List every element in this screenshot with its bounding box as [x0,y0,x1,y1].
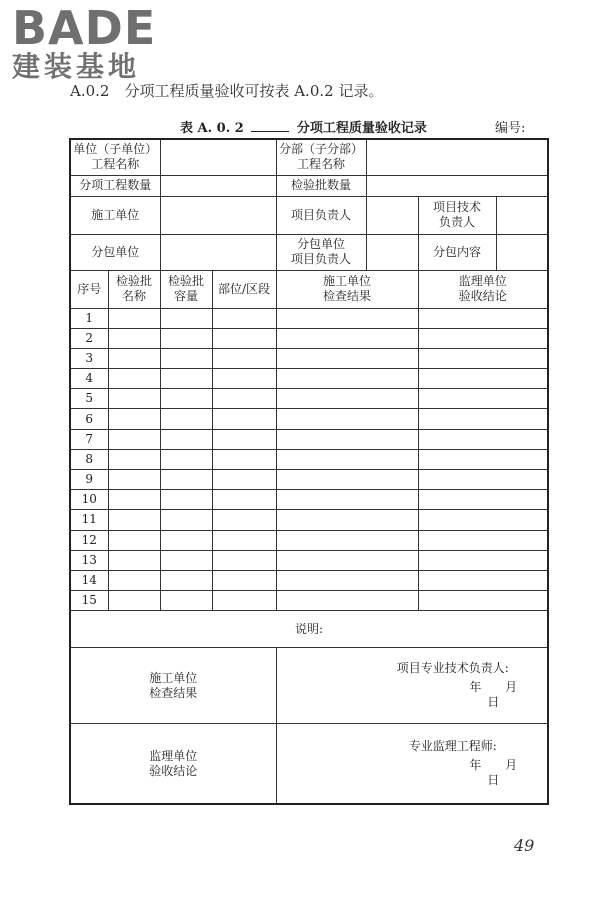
supervisor-conclusion-label: 监理单位 验收结论 [70,724,276,804]
row-batch-name[interactable] [108,328,160,348]
row-part[interactable] [212,570,276,590]
row-seq: 1 [70,308,108,328]
contractor-signature-label: 项目专业技术负责人: [396,661,509,676]
row-batch-capacity[interactable] [160,308,212,328]
month-label: 月 [505,758,518,773]
col-contractor-result: 施工单位 检查结果 [276,270,418,308]
row-batch-capacity[interactable] [160,449,212,469]
row-contractor-result[interactable] [276,530,418,550]
row-supervisor-conclusion[interactable] [418,389,548,409]
row-supervisor-conclusion[interactable] [418,510,548,530]
contractor-sign-area[interactable] [276,648,548,724]
row-supervisor-conclusion[interactable] [418,328,548,348]
row-contractor-result[interactable] [276,328,418,348]
batch-count-field[interactable] [366,175,548,196]
supervisor-date [277,758,548,788]
logo-text-zh: 建装基地 [12,50,141,83]
batch-count-label: 检验批数量 [276,175,366,196]
row-part[interactable] [212,490,276,510]
row-supervisor-conclusion[interactable] [418,369,548,389]
contractor-label: 施工单位 [70,196,160,234]
row-seq: 15 [70,591,108,611]
row-part[interactable] [212,530,276,550]
row-batch-name[interactable] [108,470,160,490]
row-batch-name[interactable] [108,308,160,328]
row-batch-name[interactable] [108,409,160,429]
row-part[interactable] [212,510,276,530]
row-supervisor-conclusion[interactable] [418,530,548,550]
row-part[interactable] [212,470,276,490]
row-supervisor-conclusion[interactable] [418,409,548,429]
row-contractor-result[interactable] [276,591,418,611]
row-seq: 10 [70,490,108,510]
record-row [70,570,548,590]
row-seq: 5 [70,389,108,409]
table-title: 分项工程质量验收记录 [296,121,427,136]
row-part[interactable] [212,389,276,409]
row-batch-name[interactable] [108,490,160,510]
row-part[interactable] [212,308,276,328]
row-contractor-result[interactable] [276,570,418,590]
sub-manager-field[interactable] [366,234,418,270]
row-batch-name[interactable] [108,510,160,530]
row-batch-capacity[interactable] [160,369,212,389]
table-number: 表 A. 0. 2 [180,121,244,136]
row-seq: 14 [70,570,108,590]
row-seq: 13 [70,550,108,570]
project-manager-label: 项目负责人 [276,196,366,234]
row-part[interactable] [212,369,276,389]
row-supervisor-conclusion[interactable] [418,550,548,570]
row-batch-capacity[interactable] [160,328,212,348]
row-part[interactable] [212,328,276,348]
record-row [70,348,548,368]
col-batch-name: 检验批 名称 [108,270,160,308]
row-supervisor-conclusion[interactable] [418,429,548,449]
row-contractor-result[interactable] [276,369,418,389]
row-batch-capacity[interactable] [160,470,212,490]
table-caption [180,117,427,136]
acceptance-form [69,138,549,805]
sub-division-label: 分部（子分部） 工程名称 [276,139,366,175]
row-batch-capacity[interactable] [160,530,212,550]
row-seq: 11 [70,510,108,530]
record-row [70,369,548,389]
row-batch-capacity[interactable] [160,550,212,570]
record-row [70,510,548,530]
row-supervisor-conclusion[interactable] [418,591,548,611]
record-row [70,550,548,570]
unit-name-field[interactable] [160,139,276,175]
row-part[interactable] [212,550,276,570]
record-rows [70,308,548,611]
row-seq: 12 [70,530,108,550]
note-label: 说明: [70,611,548,648]
row-contractor-result[interactable] [276,409,418,429]
row-part[interactable] [212,449,276,469]
row-seq: 3 [70,348,108,368]
row-seq: 8 [70,449,108,469]
row-batch-name[interactable] [108,591,160,611]
row-supervisor-conclusion[interactable] [418,449,548,469]
row-batch-capacity[interactable] [160,409,212,429]
row-part[interactable] [212,409,276,429]
row-seq: 7 [70,429,108,449]
row-seq: 2 [70,328,108,348]
row-batch-capacity[interactable] [160,389,212,409]
sub-manager-label: 分包单位 项目负责人 [276,234,366,270]
col-supervisor-conclusion: 监理单位 验收结论 [418,270,548,308]
contractor-check-label: 施工单位 检查结果 [70,648,276,724]
sub-division-field[interactable] [366,139,548,175]
tech-lead-field[interactable] [496,196,548,234]
supervisor-signature-label: 专业监理工程师: [408,739,497,754]
row-part[interactable] [212,591,276,611]
record-row [70,591,548,611]
supervisor-sign-area[interactable] [276,724,548,804]
col-batch-capacity: 检验批 容量 [160,270,212,308]
row-contractor-result[interactable] [276,550,418,570]
item-count-label: 分项工程数量 [70,175,160,196]
row-contractor-result[interactable] [276,510,418,530]
row-contractor-result[interactable] [276,490,418,510]
record-row [70,409,548,429]
row-part[interactable] [212,429,276,449]
row-batch-name[interactable] [108,348,160,368]
intro-text: A.0.2 分项工程质量验收可按表 A.0.2 记录。 [70,82,384,100]
logo-text-en: BADE [12,1,157,55]
row-contractor-result[interactable] [276,470,418,490]
record-row [70,490,548,510]
month-label: 月 [505,680,518,695]
row-batch-name[interactable] [108,570,160,590]
row-batch-capacity[interactable] [160,570,212,590]
record-row [70,530,548,550]
row-batch-name[interactable] [108,389,160,409]
row-supervisor-conclusion[interactable] [418,490,548,510]
row-batch-capacity[interactable] [160,490,212,510]
row-contractor-result[interactable] [276,429,418,449]
row-batch-capacity[interactable] [160,348,212,368]
row-batch-name[interactable] [108,429,160,449]
row-supervisor-conclusion[interactable] [418,470,548,490]
row-batch-name[interactable] [108,369,160,389]
row-batch-name[interactable] [108,449,160,469]
serial-label: 编号: [495,121,526,136]
contractor-field[interactable] [160,196,276,234]
record-row [70,308,548,328]
page-number: 49 [514,836,535,855]
project-manager-field[interactable] [366,196,418,234]
row-seq: 4 [70,369,108,389]
record-row [70,470,548,490]
row-supervisor-conclusion[interactable] [418,570,548,590]
sub-content-field[interactable] [496,234,548,270]
col-part: 部位/区段 [212,270,276,308]
row-contractor-result[interactable] [276,449,418,469]
row-contractor-result[interactable] [276,348,418,368]
row-contractor-result[interactable] [276,389,418,409]
logo [12,1,157,83]
row-contractor-result[interactable] [276,308,418,328]
row-batch-name[interactable] [108,530,160,550]
row-seq: 6 [70,409,108,429]
col-seq: 序号 [70,270,108,308]
year-label: 年 [469,758,482,773]
year-label: 年 [469,680,482,695]
record-row [70,389,548,409]
tech-lead-label: 项目技术 负责人 [418,196,496,234]
row-part[interactable] [212,348,276,368]
row-supervisor-conclusion[interactable] [418,348,548,368]
subcontractor-label: 分包单位 [70,234,160,270]
item-count-field[interactable] [160,175,276,196]
row-batch-name[interactable] [108,550,160,570]
row-batch-capacity[interactable] [160,591,212,611]
record-row [70,328,548,348]
record-row [70,449,548,469]
day-label: 日 [487,773,500,788]
sub-content-label: 分包内容 [418,234,496,270]
unit-name-label: 单位（子单位） 工程名称 [70,139,160,175]
caption-blank [251,119,289,132]
row-seq: 9 [70,470,108,490]
row-batch-capacity[interactable] [160,510,212,530]
record-row [70,429,548,449]
day-label: 日 [487,695,500,710]
row-supervisor-conclusion[interactable] [418,308,548,328]
subcontractor-field[interactable] [160,234,276,270]
row-batch-capacity[interactable] [160,429,212,449]
contractor-date [277,680,548,710]
